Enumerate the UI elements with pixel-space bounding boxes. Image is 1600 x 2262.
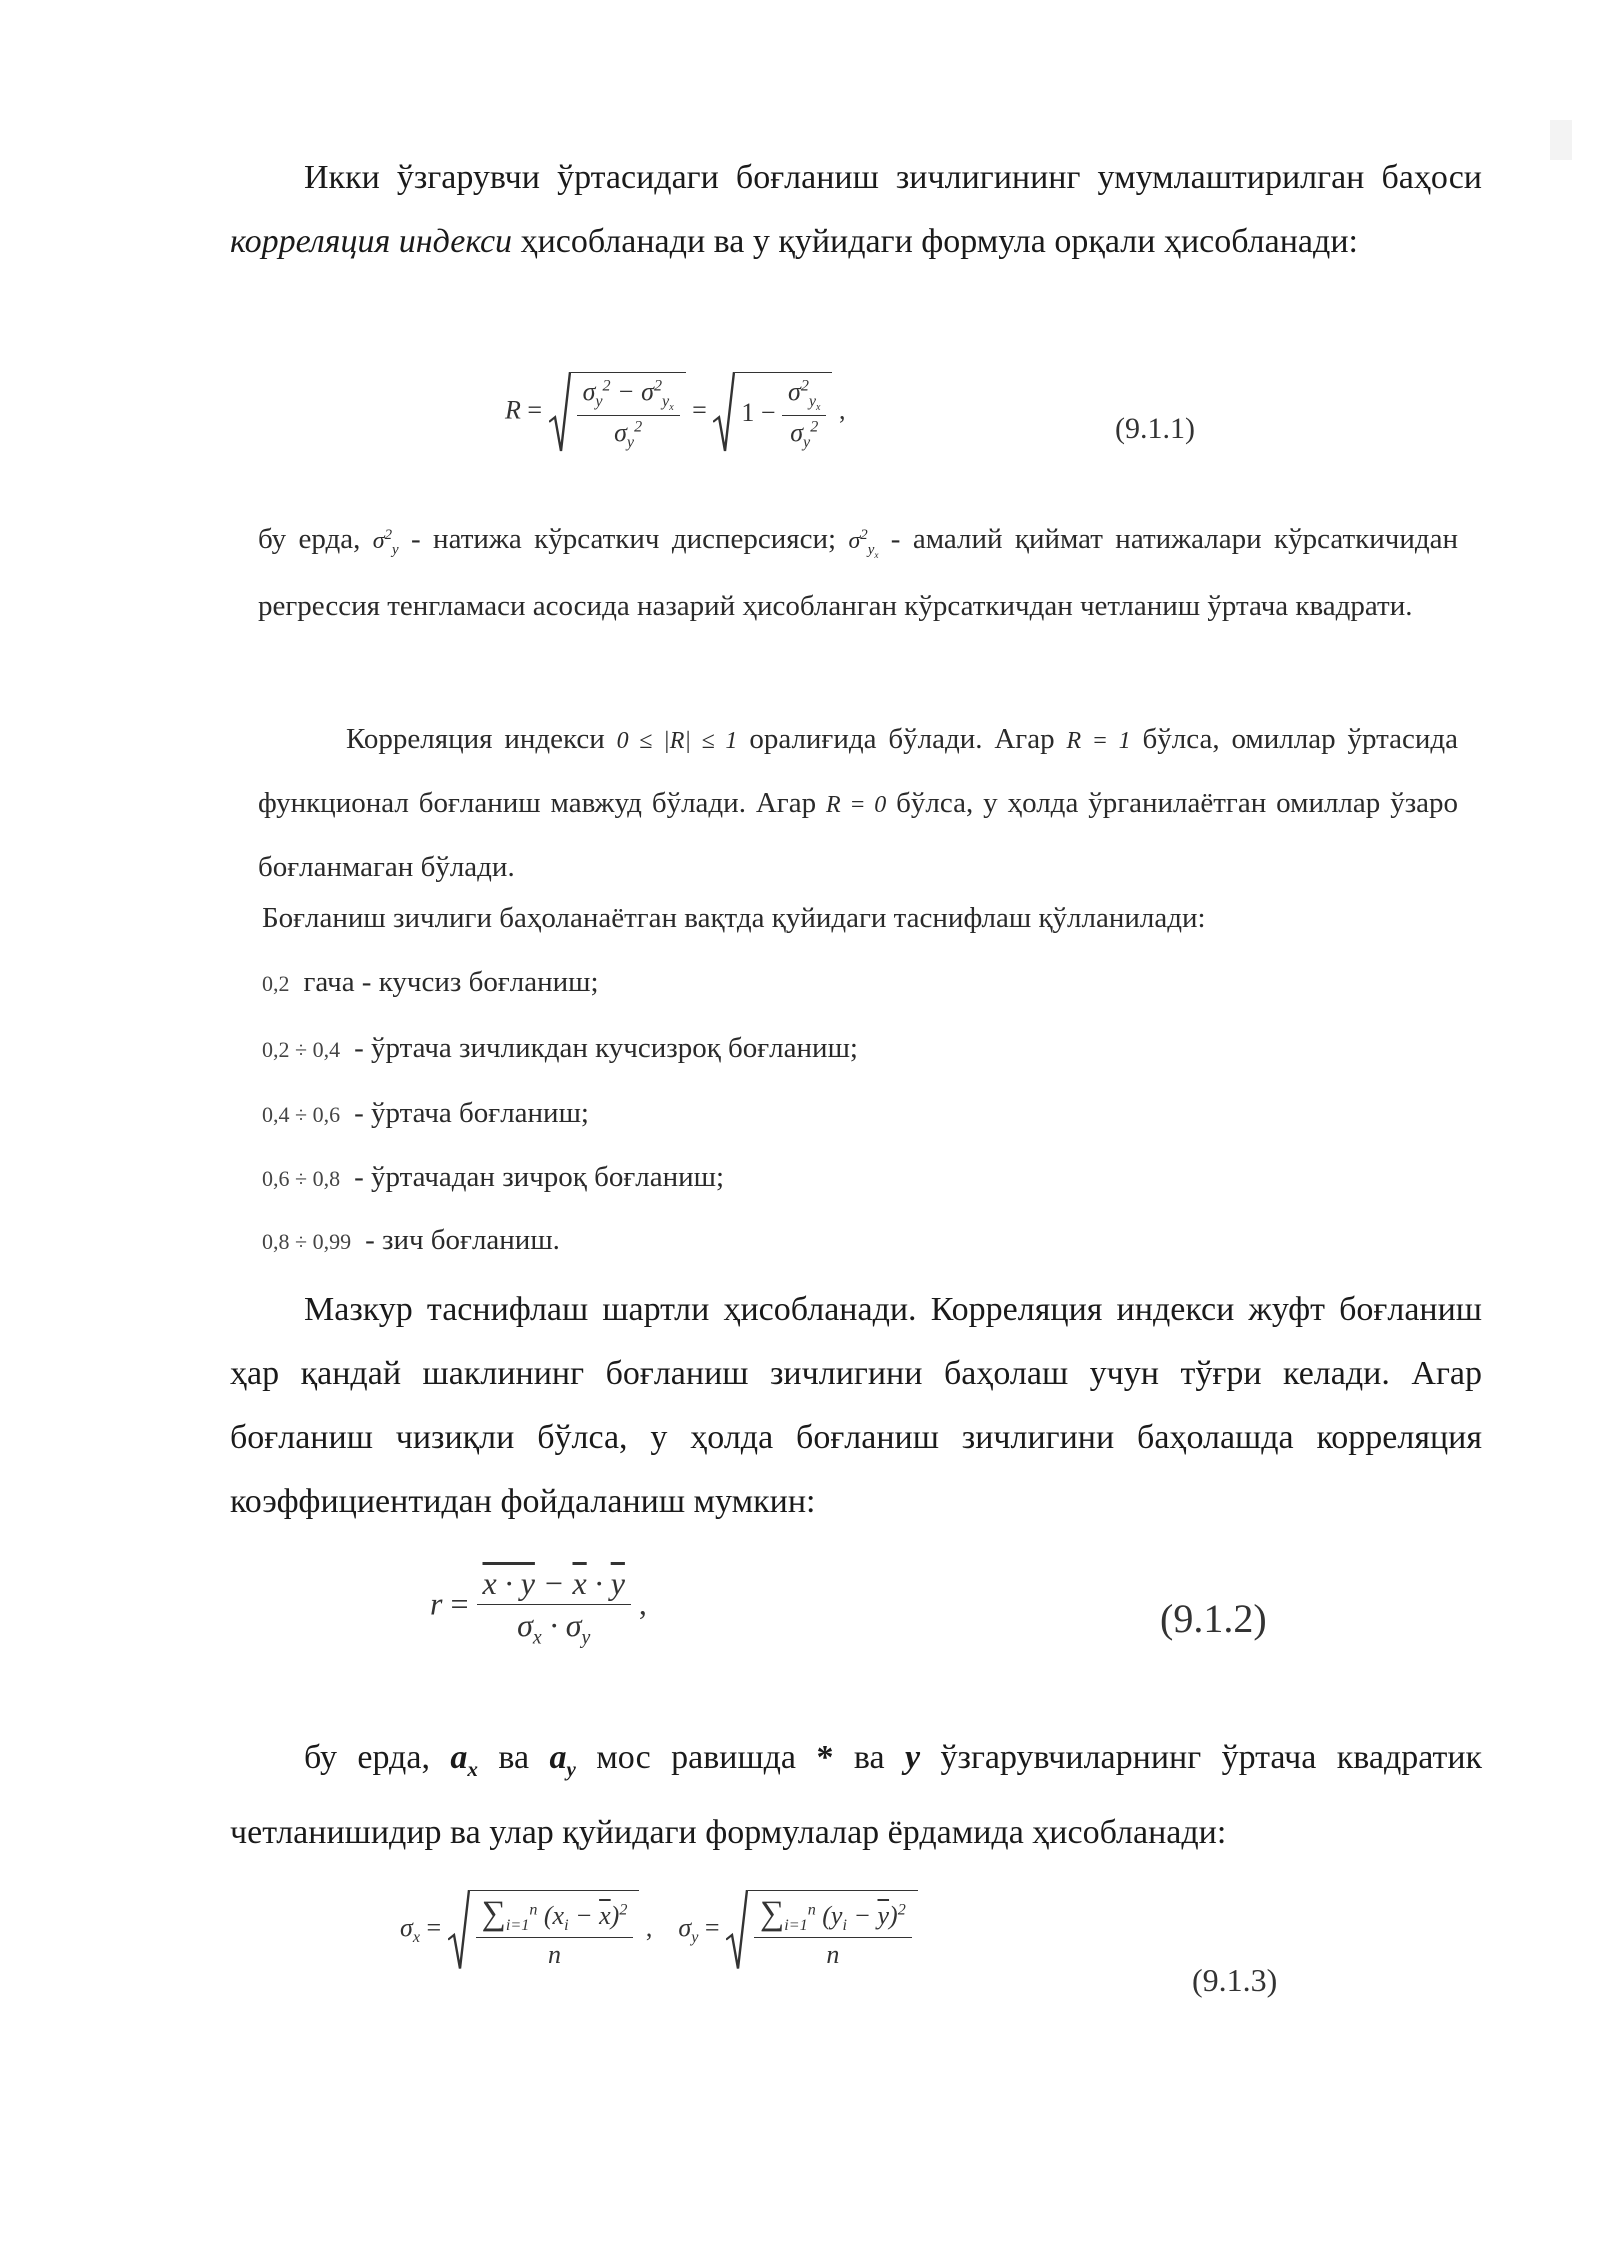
range-text-4: бўлса, у ҳолда ўрганилаётган омиллар ўзаро боғланмаган бўлади.	[258, 787, 1459, 883]
classification-range: 0,8 ÷ 0,99	[262, 1229, 352, 1254]
classification-item	[262, 1157, 724, 1199]
ax-subscript: x	[467, 1756, 478, 1781]
classification-label: - зич боғланиш.	[365, 1224, 560, 1256]
ay-symbol: a	[549, 1739, 567, 1776]
star-symbol: *	[816, 1739, 834, 1776]
paragraph-intro	[230, 146, 1482, 274]
classification-label: - ўртача зичликдан кучсизроқ боғланиш;	[354, 1032, 858, 1064]
classification-range: 0,6 ÷ 0,8	[262, 1166, 341, 1191]
definition-block	[258, 508, 1458, 637]
formula3-sqrt-x: $\frac{\sum_{i=1}^n (x_i - \overline{x})^2}{n}$	[448, 1890, 640, 1970]
sigma-y-symbol: $\sigma^2_y$	[372, 527, 399, 558]
paragraph-intro-text: Икки ўзгарувчи ўртасидаги боғланиш зичлигининг умумлаштирилган баҳоси	[304, 159, 1482, 196]
classification-label: гача - кучсиз боғланиш;	[303, 966, 599, 998]
sigma-y-description: - натижа кўрсаткич дисперсияси;	[411, 523, 837, 555]
r-equals-one: R = 1	[1066, 728, 1131, 754]
formula1-sqrt-2: 1 − $\frac{\sigma^2_{y_x}}{\sigma_y^2}$	[713, 372, 832, 453]
formula-correlation-coefficient: r = $\frac{x \cdot y - \overline{x} \cdot \overline{y}}{\sigma_x \cdot \sigma_y}$ ,	[430, 1565, 647, 1649]
paragraph-std-deviation	[230, 1726, 1482, 1865]
sigma-yx-symbol: $\sigma^2_{y_x}$	[848, 527, 879, 560]
equation-number-9-1-3: (9.1.3)	[1192, 1962, 1278, 1998]
range-text-1: Корреляция индекси	[346, 723, 605, 755]
paragraph-classification-note-text: Мазкур таснифлаш шартли ҳисобланади. Корреляция индекси жуфт боғланиш ҳар қандай шаклининг боғланиш зичлигини баҳолаш учун тўғри келади. Агар боғланиш чизиқли бўлса, у ҳолда боғланиш зичлигини баҳолашда корреляция коэффициентидан фойдаланиш мумкин:	[230, 1291, 1482, 1520]
formula2-lhs: r	[430, 1585, 443, 1622]
classification-item	[262, 1093, 589, 1135]
scan-edge-shadow	[1550, 120, 1572, 160]
paragraph3-text-3: мос равишда	[596, 1739, 797, 1776]
classification-range: 0,2	[262, 971, 290, 996]
paragraph3-text-2: ва	[498, 1739, 530, 1776]
classification-item	[262, 1220, 560, 1262]
formula-correlation-index: R = $\frac{\sigma_y^2 - \sigma^2_{y_x}}{\sigma_y^2}$ = 1 − $\frac{\sigma^2_{y_x}}{\sigma_y^2}$ ,	[505, 372, 845, 453]
range-paragraph	[258, 708, 1458, 898]
paragraph-intro-text-end: ҳисобланади ва у қуйидаги формула орқали ҳисобланади:	[520, 223, 1358, 260]
formula-standard-deviations: $\sigma_x$ = $\frac{\sum_{i=1}^n (x_i - \overline{x})^2}{n}$ , $\sigma_y$ = $\frac{\sum_{i=1}^n (y_i - \overline{y})^2}{n}$	[400, 1890, 918, 1970]
y-symbol: y	[905, 1739, 921, 1776]
classification-intro: Боғланиш зичлиги баҳоланаётган вақтда қуйидаги таснифлаш қўлланилади:	[262, 902, 1206, 934]
equation-number-9-1-2: (9.1.2)	[1160, 1596, 1267, 1641]
range-text-2: оралиғида бўлади. Агар	[749, 723, 1055, 755]
formula3-sqrt-y: $\frac{\sum_{i=1}^n (y_i - \overline{y})^2}{n}$	[726, 1890, 918, 1970]
r-equals-zero: R = 0	[826, 792, 887, 818]
classification-label: - ўртачадан зичроқ боғланиш;	[354, 1161, 725, 1193]
ax-symbol: a	[450, 1739, 468, 1776]
paragraph3-text-5: ўзгарувчиларнинг ўртача квадратик четланишидир ва улар қуйидаги формулалар ёрдамида ҳисобланади:	[230, 1739, 1483, 1851]
sigma-yx-description: - амалий қиймат натижалари кўрсаткичидан регрессия тенгламаси асосида назарий ҳисобланган кўрсаткичдан четланиш ўртача квадрати.	[258, 523, 1458, 622]
formula1-lhs: R	[505, 395, 521, 425]
correlation-index-term: корреляция индекси	[230, 223, 513, 260]
formula1-sqrt-1: $\frac{\sigma_y^2 - \sigma^2_{y_x}}{\sigma_y^2}$	[549, 372, 686, 453]
paragraph3-text-4: ва	[853, 1739, 885, 1776]
definition-intro: бу ерда,	[258, 523, 361, 555]
range-text-3: бўлса, омиллар ўртасида функционал боғланиш мавжуд бўлади. Агар	[258, 723, 1459, 819]
paragraph-classification-note	[230, 1278, 1482, 1534]
ay-subscript: y	[566, 1756, 576, 1781]
paragraph3-text-1: бу ерда,	[304, 1739, 430, 1776]
classification-range: 0,2 ÷ 0,4	[262, 1037, 341, 1062]
classification-item	[262, 1028, 858, 1070]
classification-item	[262, 962, 599, 1004]
classification-label: - ўртача боғланиш;	[354, 1097, 589, 1129]
range-expression: 0 ≤ |R| ≤ 1	[616, 728, 738, 754]
classification-range: 0,4 ÷ 0,6	[262, 1102, 341, 1127]
equation-number-9-1-1: (9.1.1)	[1115, 412, 1195, 445]
